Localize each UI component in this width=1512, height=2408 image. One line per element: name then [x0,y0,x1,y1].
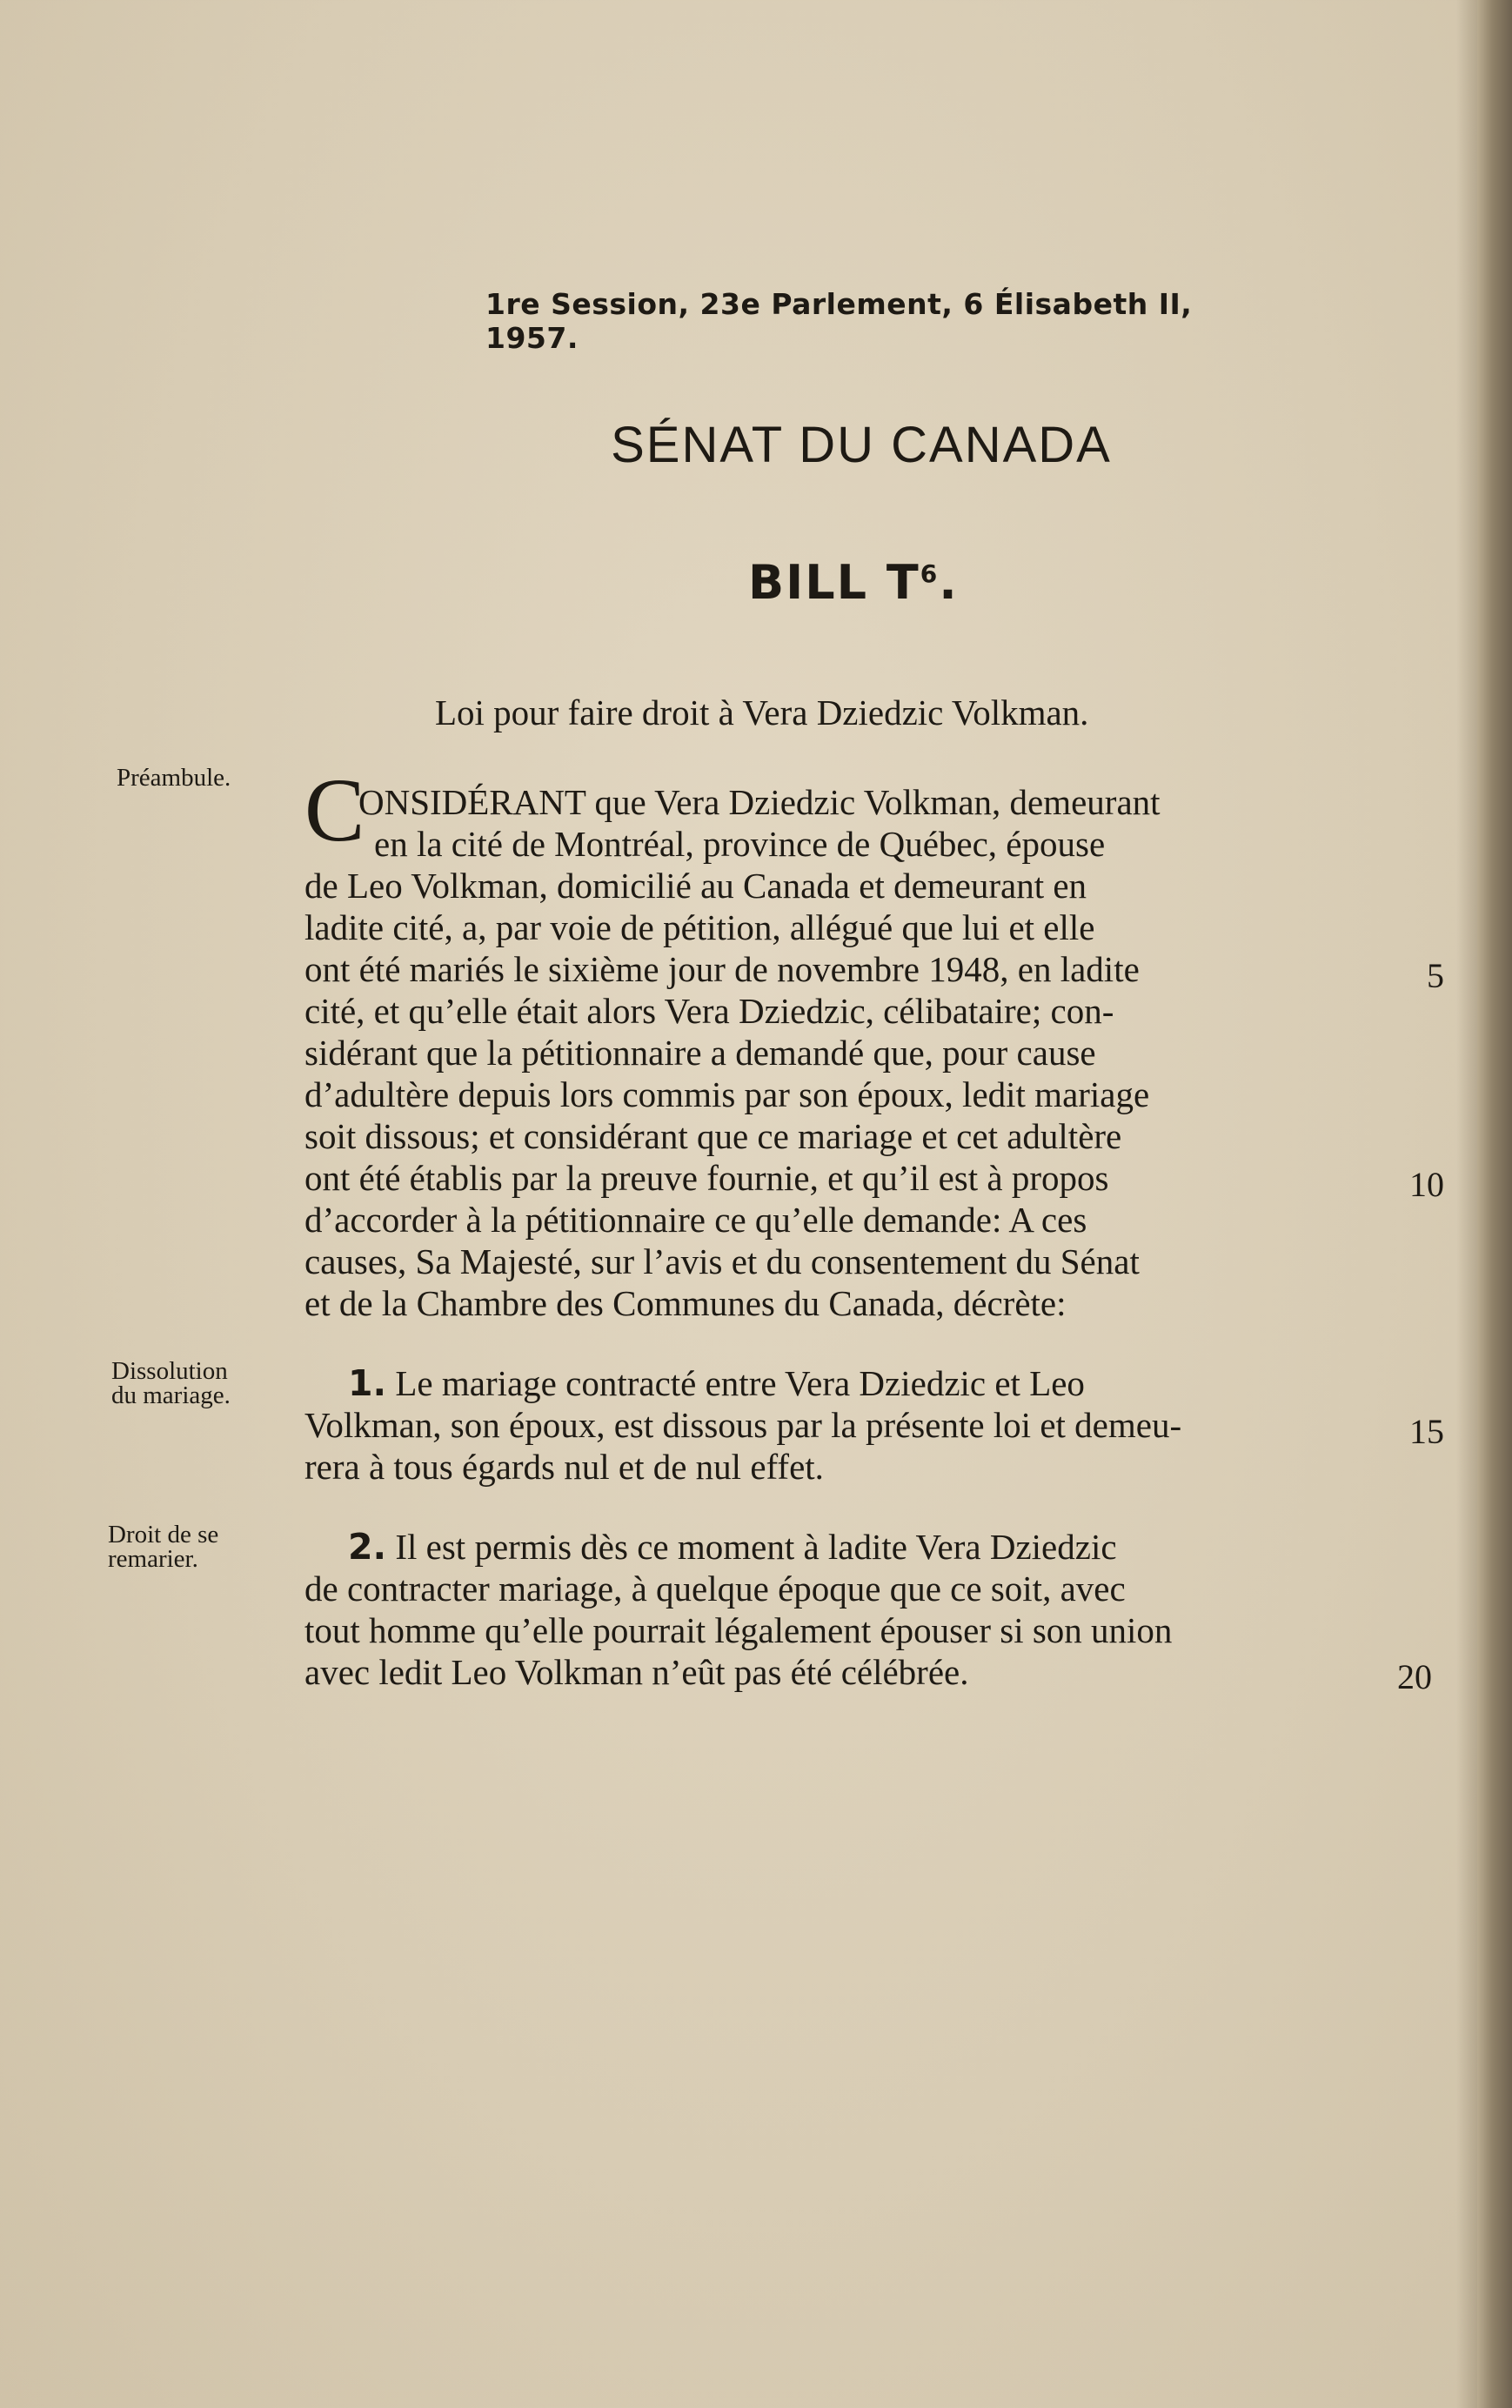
preamble-line: causes, Sa Majesté, sur l’avis et du consentement du Sénat [304,1241,1140,1281]
preamble-line: d’adultère depuis lors commis par son époux, ledit mariage [304,1074,1150,1114]
margin-note-dissolution-line1: Dissolution [111,1357,228,1385]
preamble-line: sidérant que la pétitionnaire a demandé que, pour cause [304,1033,1096,1073]
section1-line [348,1362,1396,1404]
section2-text: Il est permis dès ce moment à ladite Vera Dziedzic [395,1527,1117,1567]
line-number: 20 [1397,1657,1432,1696]
bill-superscript: 6 [920,559,940,588]
bill-label: BILL T [748,555,920,610]
section2-line [348,1526,1396,1568]
preamble-line: de Leo Volkman, domicilié au Canada et demeurant en [304,866,1087,906]
section2-line: tout homme qu’elle pourrait légalement épouser si son union [304,1610,1173,1650]
preamble-line: ont été mariés le sixième jour de novembre 1948, en ladite [304,949,1140,989]
preamble-line: cité, et qu’elle était alors Vera Dziedzic, célibataire; con- [304,991,1114,1031]
page-edge-shadow [1456,0,1477,2408]
preamble-line: ONSIDÉRANT que Vera Dziedzic Volkman, demeurant [358,782,1161,822]
line-number: 5 [1427,956,1444,995]
preamble-line: ladite cité, a, par voie de pétition, allégué que lui et elle [304,907,1095,947]
preamble-dropcap: C [304,760,365,860]
margin-note-dissolution-line2: du mariage. [111,1381,231,1409]
preamble-line: d’accorder à la pétitionnaire ce qu’elle demande: A ces [304,1200,1087,1240]
preamble-line: et de la Chambre des Communes du Canada, décrète: [304,1283,1067,1323]
section1-text: Le mariage contracté entre Vera Dziedzic et Leo [395,1363,1085,1403]
page-edge [1477,0,1512,2408]
section1-line: rera à tous égards nul et de nul effet. [304,1447,824,1487]
margin-note-preamble: Préambule. [117,764,231,792]
bill-title [748,555,959,610]
bill-subtitle: Loi pour faire droit à Vera Dziedzic Volkman. [435,692,1089,732]
session-header: 1re Session, 23e Parlement, 6 Élisabeth II, 1957. [485,287,1193,355]
section2-line: de contracter mariage, à quelque époque que ce soit, avec [304,1569,1126,1609]
chamber-title: SÉNAT DU CANADA [611,417,1112,473]
margin-note-remarry-line1: Droit de se [108,1521,219,1548]
section2-line: avec ledit Leo Volkman n’eût pas été célébrée. [304,1652,969,1692]
preamble-line: ont été établis par la preuve fournie, et qu’il est à propos [304,1158,1109,1198]
section2-number: 2. [348,1526,387,1568]
section1-number: 1. [348,1362,387,1404]
line-number: 15 [1409,1412,1444,1451]
margin-note-remarry-line2: remarier. [108,1545,198,1573]
line-number: 10 [1409,1165,1444,1204]
section1-line: Volkman, son époux, est dissous par la présente loi et demeu- [304,1405,1182,1445]
bill-period: . [939,555,959,610]
preamble-line: soit dissous; et considérant que ce mariage et cet adultère [304,1116,1122,1156]
preamble-line: en la cité de Montréal, province de Québec, épouse [374,824,1106,864]
